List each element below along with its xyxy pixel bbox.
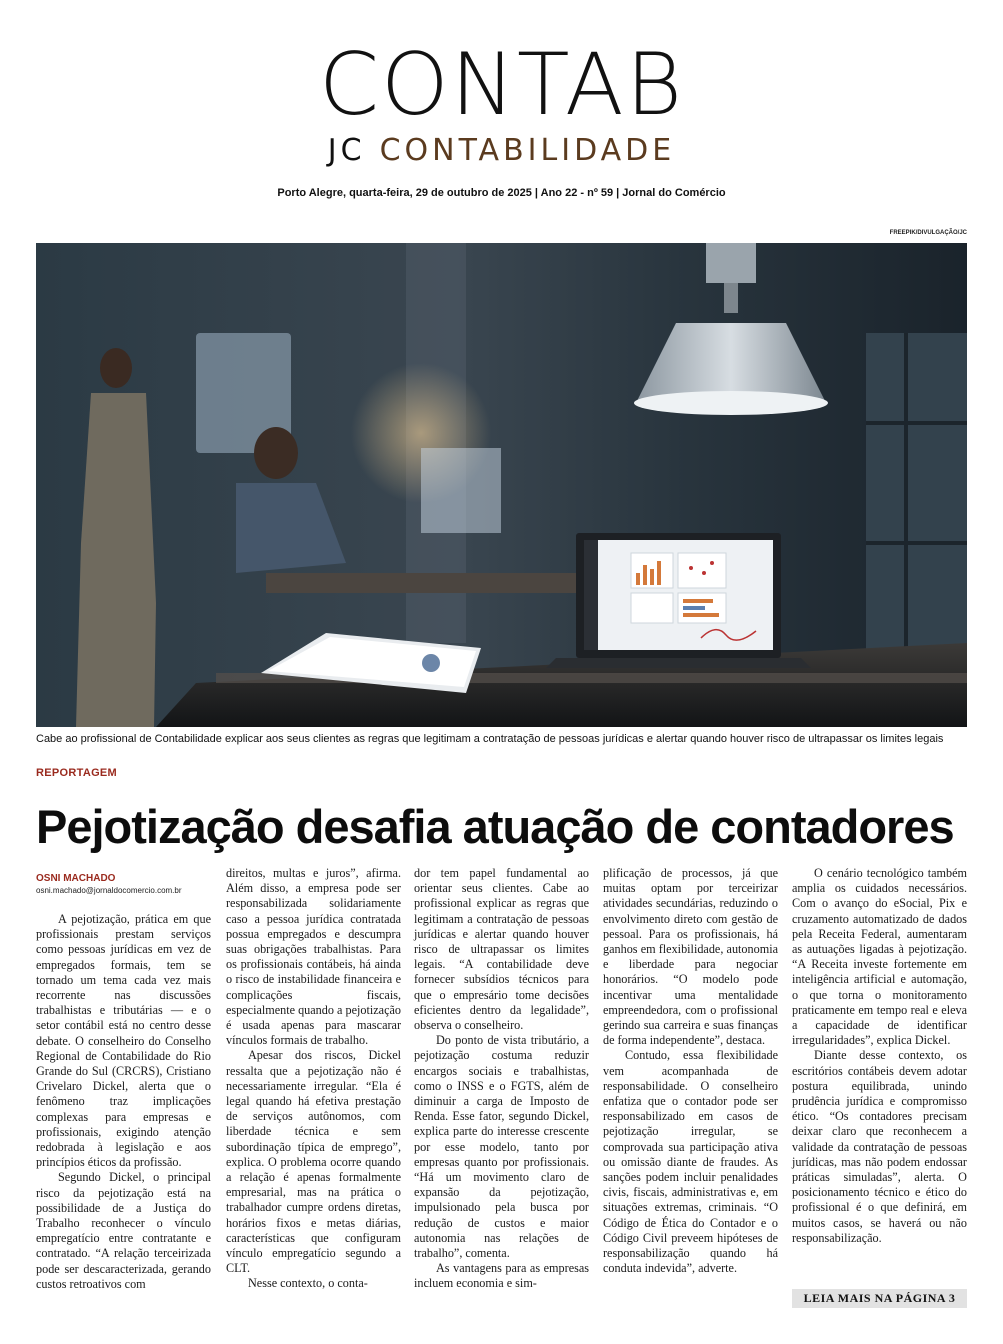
article-column-2 (226, 866, 401, 1292)
masthead-subtitle (0, 134, 1003, 168)
article-column-4 (603, 866, 778, 1276)
masthead-jc: JC (327, 133, 366, 168)
author-name: OSNI MACHADO (36, 873, 116, 884)
paragraph: Do ponto de vista tributário, a pejotização costuma reduzir encargos sociais e trabalhistas, como o INSS e o FGTS, além de diminuir a carga de Imposto de Renda. Esse fator, segundo Dickel, explica parte do interesse crescente por esse modelo, tanto por empresas quanto por profissionais. “Há um movimento claro de expansão da pejotização, impulsionado pela busca por redução de custos e maior autonomia nas relações de trabalho”, comenta. (414, 1033, 589, 1261)
article-column-1 (36, 912, 211, 1292)
article-column-5 (792, 866, 967, 1246)
paragraph: direitos, multas e juros”, afirma. Além disso, a empresa pode ser responsabilizada solidariamente caso a pessoa jurídica contratada possua empregados e descumpra suas obrigações trabalhistas. Para os profissionais contábeis, há ainda o risco de instabilidade financeira e complicações fiscais, especialmente quando a pejotização é usada apenas para mascarar vínculos formais de trabalho. (226, 866, 401, 1048)
paragraph: As vantagens para as empresas incluem economia e sim- (414, 1261, 589, 1291)
masthead-section-name: CONTABILIDADE (379, 133, 676, 168)
lead-photo (36, 243, 967, 727)
photo-credit: FREEPIK/DIVULGAÇÃO/JC (889, 230, 967, 236)
section-kicker: REPORTAGEM (36, 767, 118, 779)
dateline: Porto Alegre, quarta-feira, 29 de outubro de 2025 | Ano 22 - nº 59 | Jornal do Comércio (277, 187, 726, 199)
author-email[interactable]: osni.machado@jornaldocomercio.com.br (36, 886, 182, 895)
paragraph: Segundo Dickel, o principal risco da pejotização está na possibilidade de a Justiça do Trabalho reconhecer o vínculo empregatício entre contratante e contratado. “A relação terceirizada pode ser descaracterizada, gerando custos retroativos com (36, 1170, 211, 1291)
paragraph: plificação de processos, já que muitas optam por terceirizar atividades secundárias, reduzindo o envolvimento direto com gestão de pessoal. Para os profissionais, há ganhos em flexibilidade, autonomia e liberdade para negociar honorários. “O modelo pode incentivar uma mentalidade empreendedora, com o profissional gerindo sua carreira e suas finanças de forma independente”, destaca. (603, 866, 778, 1048)
masthead-title: CONTAB (318, 35, 685, 135)
paragraph: Apesar dos riscos, Dickel ressalta que a pejotização não é necessariamente irregular. “Ela é legal quando há efetiva prestação de serviços autônomos, com liberdade técnica e sem subordinação típica de emprego”, explica. O problema ocorre quando a relação é apenas formalmente empresarial, mas na prática o trabalhador cumpre ordens diretas, horários fixos e metas diárias, características que configuram vínculo empregatício segundo a CLT. (226, 1048, 401, 1276)
article-headline: Pejotização desafia atuação de contadores (36, 800, 954, 853)
article-column-3 (414, 866, 589, 1292)
paragraph: dor tem papel fundamental ao orientar seus clientes. Cabe ao profissional explicar as regras que legitimam a contratação de pessoas jurídicas e alertar quando houver risco de ultrapassar os limites legais. “A contabilidade deve fornecer subsídios técnicos para que o empresário tome decisões eficientes dentro da legalidade”, observa o conselheiro. (414, 866, 589, 1033)
paragraph: O cenário tecnológico também amplia os cuidados necessários. Com o avanço do eSocial, Pix e cruzamento automatizado de dados pela Receita Federal, aumentaram as autuações ligadas à pejotização. “A Receita investe fortemente em inteligência artificial e automação, o que torna o monitoramento praticamente em tempo real e eleva a capacidade de identificar irregularidades”, explica Dickel. (792, 866, 967, 1048)
paragraph: A pejotização, prática em que profissionais prestam serviços como pessoas jurídicas em vez de empregados formais, tem se tornado um tema cada vez mais recorrente nas discussões trabalhistas e tributárias — e o setor contábil está no centro desse debate. O conselheiro do Conselho Regional de Contabilidade do Rio Grande do Sul (CRCRS), Cristiano Crivelaro Dickel, alerta que o fenômeno traz implicações complexas para empresas e profissionais, exigindo atenção redobrada à legislação e aos princípios éticos da profissão. (36, 912, 211, 1170)
paragraph: Nesse contexto, o conta- (248, 1276, 368, 1291)
paragraph: Diante desse contexto, os escritórios contábeis devem adotar postura equilibrada, unindo prudência jurídica e compromisso ético. “Os contadores precisam deixar claro que reconhecem a validade da contratação de pessoas jurídicas, mas não podem endossar práticas simuladas”, alerta. O posicionamento técnico e ético do profissional é o que definirá, em muitos casos, se haverá ou não responsabilização. (792, 1048, 967, 1245)
photo-caption: Cabe ao profissional de Contabilidade explicar aos seus clientes as regras que legitimam a contratação de pessoas jurídicas e alertar quando houver risco de ultrapassar os limites legais (36, 733, 944, 745)
continued-on-page-banner[interactable]: LEIA MAIS NA PÁGINA 3 (792, 1289, 967, 1308)
office-laptop-photo (36, 243, 967, 727)
masthead (0, 35, 1003, 168)
paragraph: Contudo, essa flexibilidade vem acompanhada de responsabilidade. O conselheiro enfatiza que o contador pode ser responsabilizado em casos de pejotização irregular, se comprovada sua participação ativa ou omissão diante de fraudes. As sanções podem incluir penalidades civis, fiscais, administrativas e, em situações extremas, criminais. “O Código de Ética do Contador e o Código Civil preveem hipóteses de responsabilização quando há conduta indevida”, adverte. (603, 1048, 778, 1276)
